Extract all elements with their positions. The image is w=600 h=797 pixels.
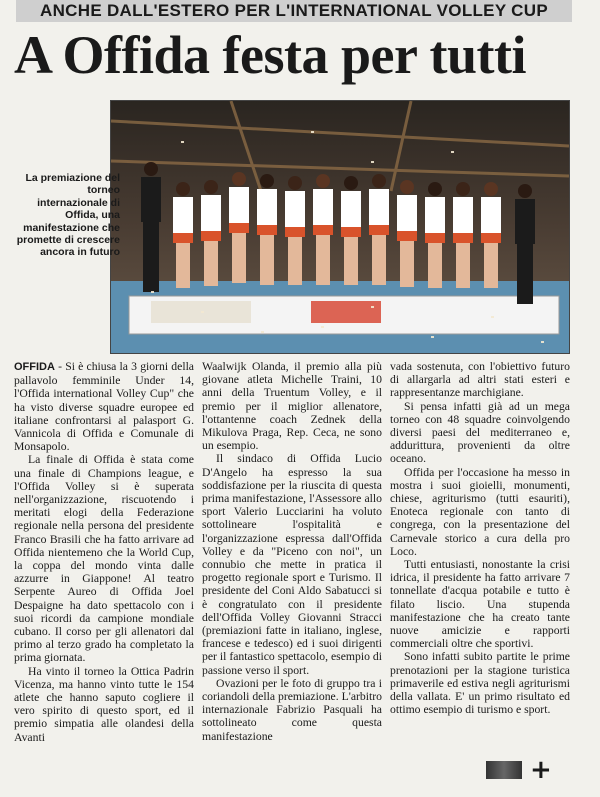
article-paragraph: Tutti entusiasti, nonostante la crisi idrica, il presidente ha fatto arrivare 7 tonnellate d'acqua potabile e tutto è filato liscio. Una stupenda manifestazione che ha creato tante nuove amicizie e rapporti commerciali oltre che sportivi.: [390, 558, 570, 651]
article-paragraph: Sono infatti subito partite le prime prenotazioni per la stagione turistica primaverile ed estiva negli agriturismi della vallata. E' un primo risultato ed ottimo esempio di turismo e sport.: [390, 650, 570, 717]
article-paragraph: Offida per l'occasione ha messo in mostra i suoi gioielli, monumenti, chiese, agriturismo (tutti esauriti), Enoteca regionale con tanto di congrega, con la presentazione del Carnevale storico a cura della pro Loco.: [390, 465, 570, 558]
article-paragraph: Il sindaco di Offida Lucio D'Angelo ha espresso la sua soddisfazione per la riuscita di questa prima manifestazione, l'Assessore allo sport Valerio Lucciarini ha voluto sottolineare l'ospitalità e l'organizzazione espressa dall'Offida Volley e da "Piceno con noi", un connubio che mette in pratica il progetto regionale sport e Turismo. Il presidente del Coni Aldo Sabatucci si è congratulato con il presidente dell'Offida Volley Giovanni Stracci (premiazioni fatte in italiano, inglese, francese e tedesco) ed i suoi dirigenti per il fantastico spettacolo, esempio di passione verso il sport.: [202, 452, 382, 677]
article-paragraph: Ha vinto il torneo la Ottica Padrin Vicenza, ma hanno vinto tutte le 154 atlete che hanno saputo cogliere il vero spirito di questo sport, ed il premio simpatia alle olandesi della Avanti: [14, 664, 194, 744]
dateline: OFFIDA: [14, 361, 55, 373]
article-column-1: [14, 360, 194, 750]
end-of-article-mark: [486, 755, 556, 785]
plus-icon: +: [530, 755, 552, 785]
end-block-icon: [486, 761, 522, 779]
article-paragraph: Waalwijk Olanda, il premio alla più giovane atleta Michelle Traini, 10 anni della Truentum Volley, e il premio per il miglior allenatore, l'ottantenne coach Zednek della Mikulova Praga, Rep. Ceca, ne sono un esempio.: [202, 360, 382, 453]
article-photo: [110, 100, 570, 354]
article-paragraph: vada sostenuta, con l'obiettivo futuro di allargarla ad altri stati esteri e rappresentanze marchigiane.: [390, 360, 570, 400]
article-column-2: [202, 360, 382, 750]
photo-caption: La premiazione del torneo internazionale di Offida, una manifestazione che promette di crescere ancora in futuro: [16, 172, 120, 259]
article-paragraph: La finale di Offida è stata come una finale di Champions league, e l'Offida Volley si è superata nell'organizzazione, riscuotendo i meritati elogi della Federazione regionale nella persona del presidente Franco Brasili che ha fatto arrivare ad Offida nientemeno che la World Cup, la coppa del mondo vinta dalle azzurre in Giappone! Al teatro Serpente Aureo di Offida Joel Despaigne ha dato spettacolo con i suoi ricordi da campione mondiale cubano. Il corso per gli allenatori dal primo al terzo grado ha completato la prima giornata.: [14, 453, 194, 665]
article-kicker: ANCHE DALL'ESTERO PER L'INTERNATIONAL VOLLEY CUP: [16, 0, 572, 22]
article-column-3: [390, 360, 570, 750]
article-body: [14, 360, 570, 750]
article-paragraph: OFFIDA - Si è chiusa la 3 giorni della pallavolo femminile Under 14, l'Offida international Volley Cup" che ha visto diverse squadre europee ed italiane confrontarsi al palasport G. Vannicola di Offida e Comunale di Monsapolo.: [14, 360, 194, 454]
article-paragraph: Si pensa infatti già ad un mega torneo con 48 squadre coinvolgendo diversi paesi del mediterraneo e, addurittura, provenienti da oltre oceano.: [390, 399, 570, 466]
article-headline: A Offida festa per tutti: [14, 25, 526, 85]
article-paragraph: Ovazioni per le foto di gruppo tra i coriandoli della premiazione. L'arbitro internazionale Fabrizio Pasquali ha sottolineato come questa manifestazione: [202, 676, 382, 743]
